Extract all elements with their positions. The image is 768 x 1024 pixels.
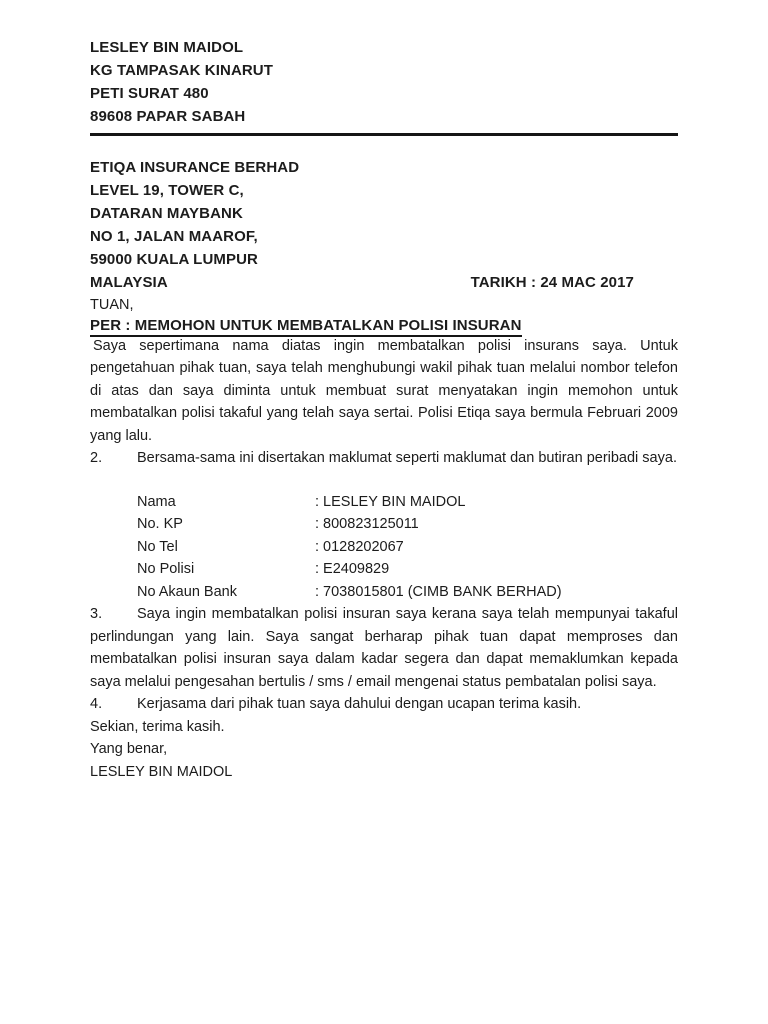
item-number: 4.: [90, 696, 103, 712]
signature-name: LESLEY BIN MAIDOL: [90, 763, 233, 780]
detail-label: Nama: [137, 493, 176, 510]
detail-value: : 7038015801 (CIMB BANK BERHAD): [315, 583, 562, 600]
sender-address-line: 89608 PAPAR SABAH: [90, 108, 246, 125]
personal-details-list: [137, 491, 678, 604]
salutation: TUAN,: [90, 297, 134, 313]
detail-value: : LESLEY BIN MAIDOL: [315, 493, 466, 510]
sender-address-line: KG TAMPASAK KINARUT: [90, 62, 273, 79]
detail-value: : 0128202067: [315, 538, 404, 555]
subject-line: [90, 317, 678, 335]
paragraph-1: Saya sepertimana nama diatas ingin membatalkan polisi insurans saya. Untuk pengetahuan pihak tuan, saya telah menghubungi wakil pihak tuan melalui nombor telefon di atas dan saya diminta untuk membuat surat menyatakan ingin memohon untuk membatalkan polisi takaful yang telah saya sertai. Polisi Etiqa saya bermula Februari 2009 yang lalu.: [90, 337, 678, 444]
paragraph-2: [90, 447, 678, 470]
detail-value: : E2409829: [315, 561, 390, 577]
detail-label: No Akaun Bank: [137, 583, 237, 600]
detail-value: : 800823125011: [315, 516, 419, 532]
item-number: 3.: [90, 606, 103, 622]
recipient-address-line: 59000 KUALA LUMPUR: [90, 251, 258, 268]
detail-row-nama: [137, 491, 678, 514]
detail-row-no-tel: [137, 536, 678, 559]
paragraph-3: [90, 603, 678, 693]
letter-date: TARIKH : 24 MAC 2017: [470, 274, 634, 291]
recipient-country: MALAYSIA: [90, 274, 168, 291]
detail-row-no-kp: [137, 513, 678, 536]
item-text: Saya ingin membatalkan polisi insuran saya kerana saya telah mempunyai takaful perlindungan yang lain. Saya sangat berharap pihak tuan dapat memproses dan membatalkan polisi insuran saya dalam kadar segera dan dapat memaklumkan kepada saya melalui pengesahan bertulis / sms / email mengenai status pembatalan polisi saya.: [90, 606, 678, 690]
sender-name: LESLEY BIN MAIDOL: [90, 39, 244, 56]
sender-address-block: [90, 36, 678, 128]
item-text: Kerjasama dari pihak tuan saya dahului dengan ucapan terima kasih.: [137, 696, 582, 712]
divider-line: [90, 133, 678, 136]
closing-thanks: Sekian, terima kasih.: [90, 718, 225, 735]
sender-address-line: PETI SURAT 480: [90, 85, 209, 102]
detail-label: No Tel: [137, 538, 178, 555]
recipient-company: ETIQA INSURANCE BERHAD: [90, 159, 300, 176]
detail-label: No Polisi: [137, 561, 195, 577]
detail-row-no-akaun-bank: [137, 581, 678, 604]
subject-text: PER : MEMOHON UNTUK MEMBATALKAN POLISI INSURAN: [90, 317, 522, 337]
item-number: 2.: [90, 450, 103, 466]
recipient-address-line: NO 1, JALAN MAAROF,: [90, 228, 258, 245]
paragraph-4: [90, 693, 678, 716]
recipient-address-line: LEVEL 19, TOWER C,: [90, 182, 244, 199]
recipient-address-block: [90, 156, 678, 294]
recipient-address-line: DATARAN MAYBANK: [90, 205, 243, 222]
detail-row-no-polisi: [137, 558, 678, 581]
recipient-country-and-date-row: [90, 271, 678, 294]
item-text: Bersama-sama ini disertakan maklumat seperti maklumat dan butiran peribadi saya.: [137, 450, 677, 466]
detail-label: No. KP: [137, 516, 183, 532]
closing-sincerely: Yang benar,: [90, 741, 168, 757]
